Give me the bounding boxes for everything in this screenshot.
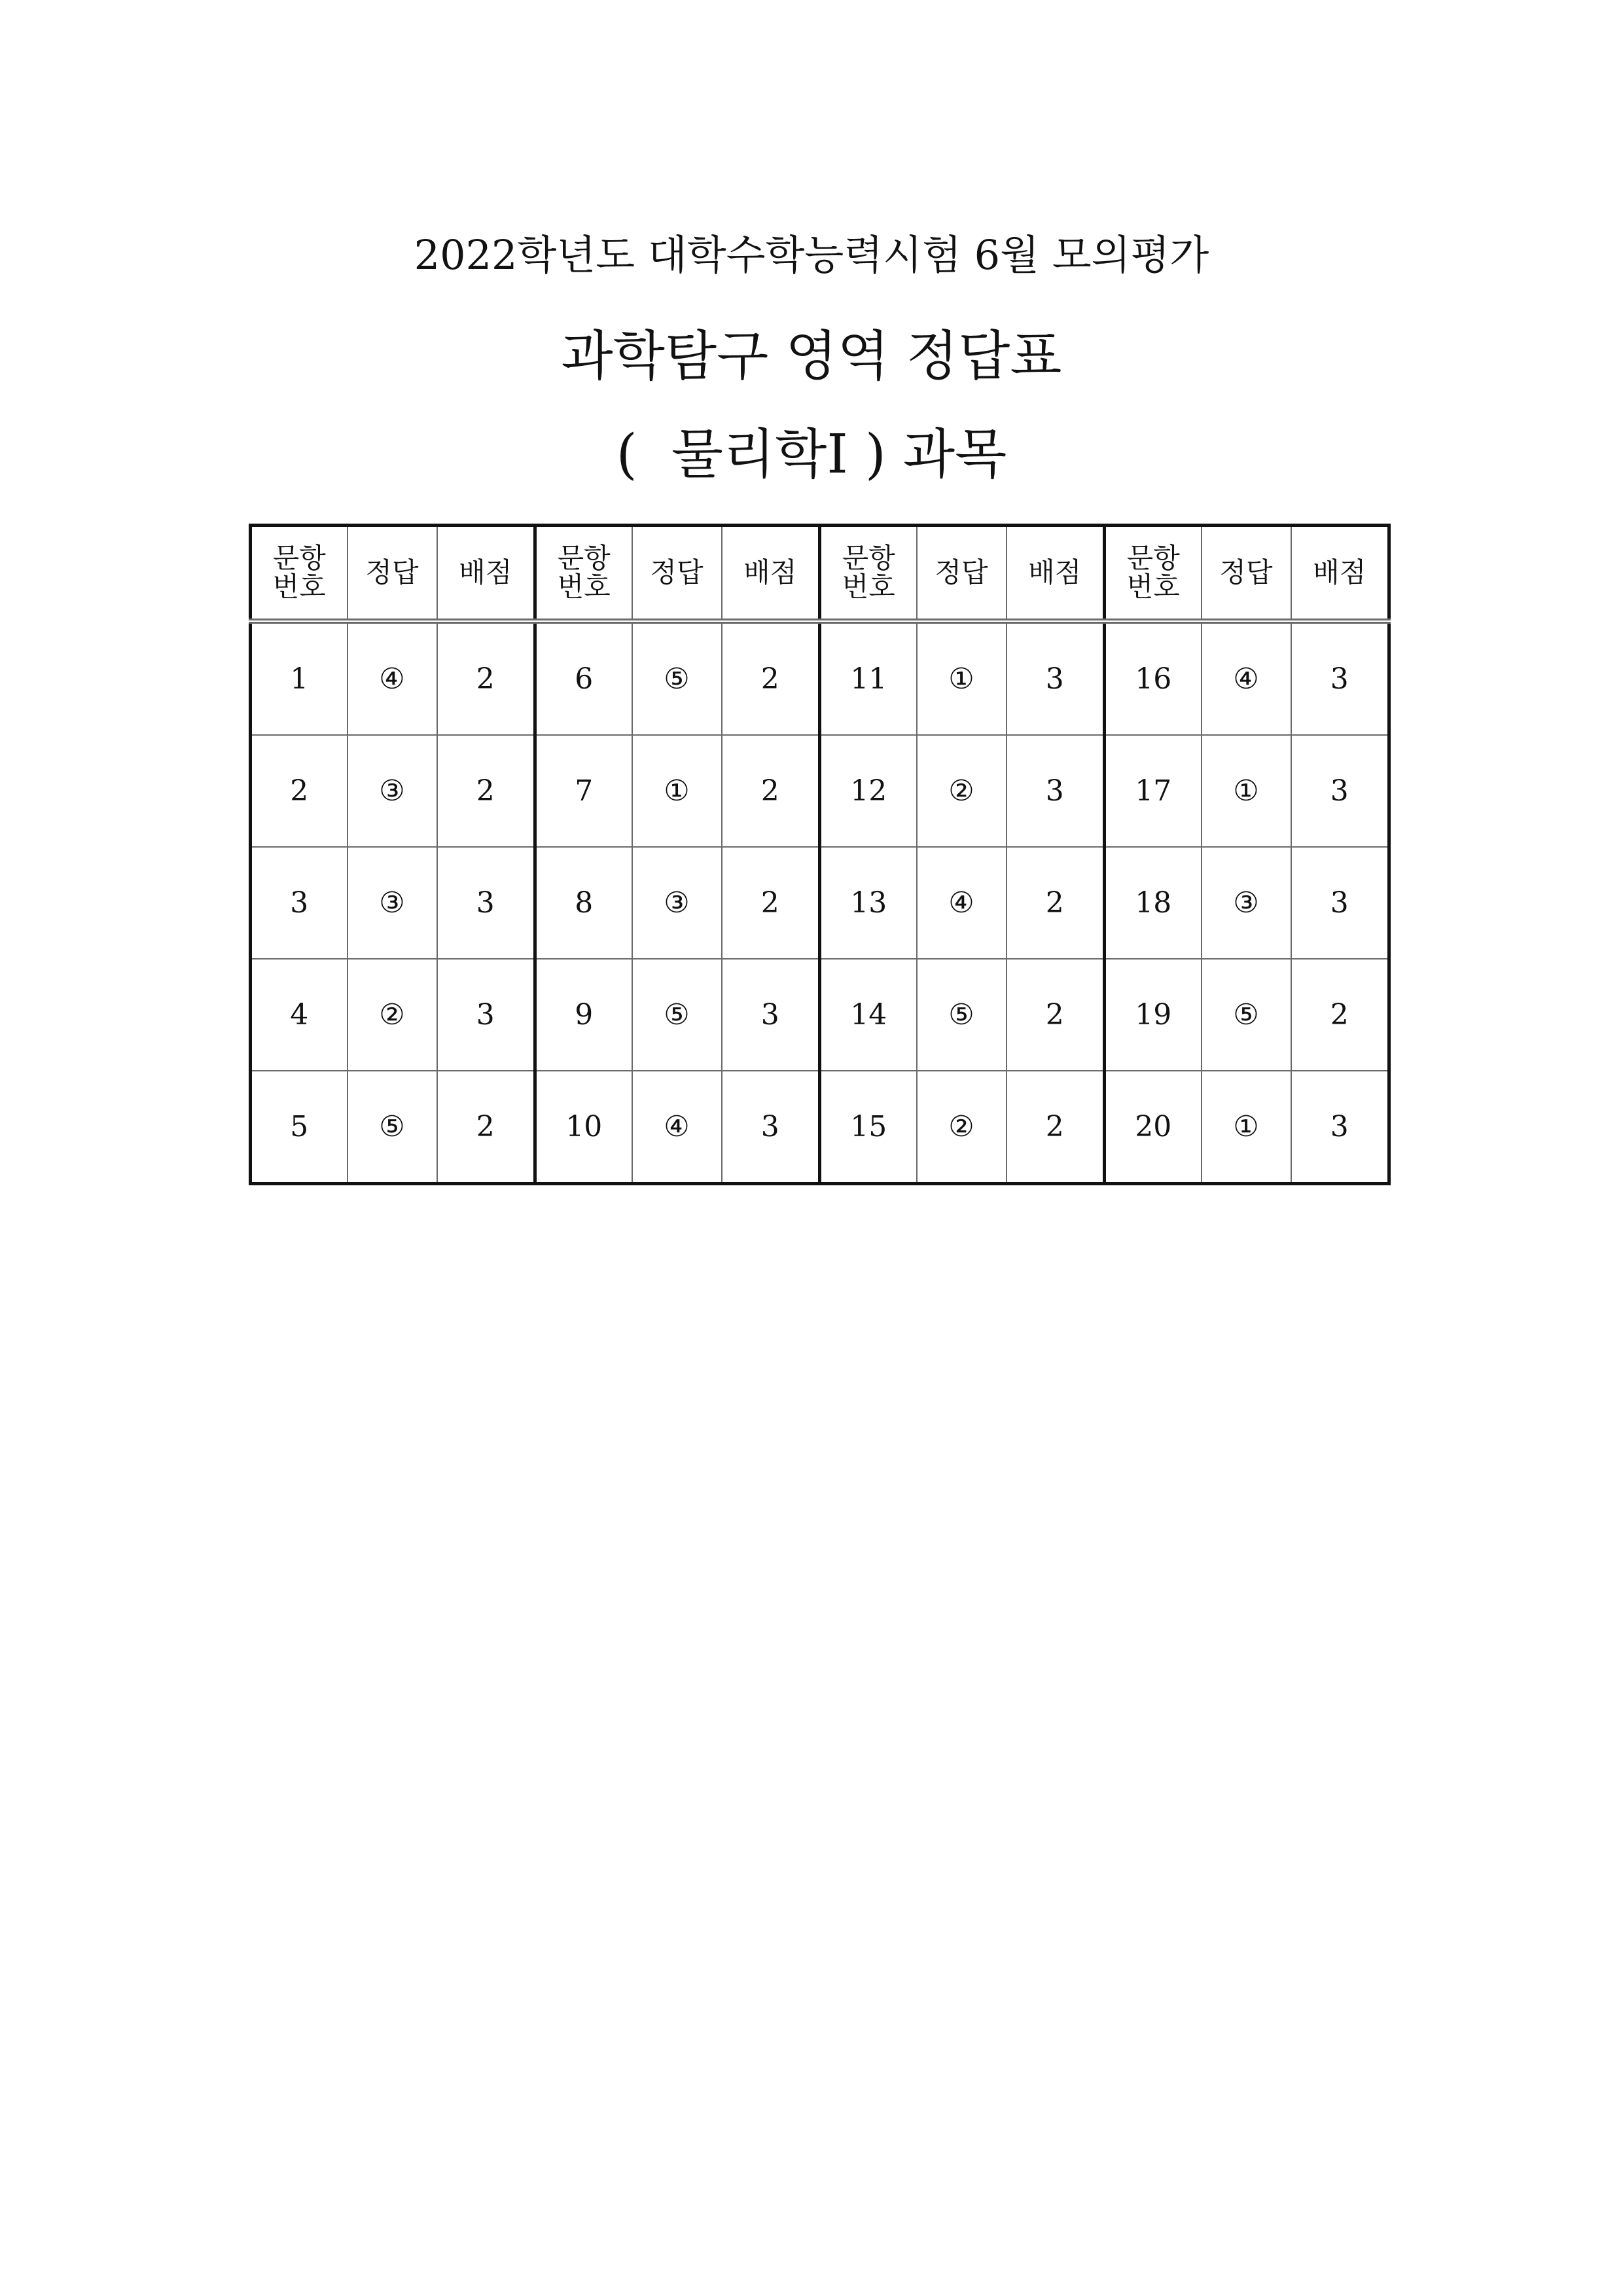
table-header-row [251,526,1389,622]
question-number: 13 [820,847,917,959]
points-cell: 3 [722,1071,820,1184]
answer-cell: ② [917,1071,1007,1184]
answer-cell: ⑤ [917,959,1007,1071]
question-number: 18 [1105,847,1202,959]
answer-cell: ⑤ [632,959,722,1071]
points-cell: 3 [1291,847,1389,959]
answer-cell: ② [917,735,1007,847]
answer-cell: ④ [1202,621,1291,735]
question-number: 5 [251,1071,348,1184]
points-cell: 2 [437,621,535,735]
answer-cell: ④ [917,847,1007,959]
table-row [251,621,1389,735]
answer-cell: ① [632,735,722,847]
question-number: 6 [535,621,632,735]
points-cell: 2 [437,735,535,847]
answer-cell: ④ [632,1071,722,1184]
question-number: 9 [535,959,632,1071]
header-points: 배점 [437,526,535,622]
points-cell: 3 [722,959,820,1071]
question-number: 3 [251,847,348,959]
sheet-title: 과학탐구 영역 정답표 [561,325,1062,387]
points-cell: 2 [1007,847,1105,959]
header-question-no: 문항 번호 [1105,526,1202,622]
header-answer: 정답 [348,526,437,622]
points-cell: 2 [722,735,820,847]
question-number: 7 [535,735,632,847]
answer-cell: ① [1202,735,1291,847]
question-number: 8 [535,847,632,959]
answer-cell: ③ [632,847,722,959]
question-number: 2 [251,735,348,847]
points-cell: 3 [1007,621,1105,735]
question-number: 12 [820,735,917,847]
question-number: 19 [1105,959,1202,1071]
answer-cell: ① [1202,1071,1291,1184]
points-cell: 2 [1007,959,1105,1071]
question-number: 17 [1105,735,1202,847]
points-cell: 3 [1291,621,1389,735]
header-question-no: 문항 번호 [535,526,632,622]
answer-cell: ③ [1202,847,1291,959]
question-number: 1 [251,621,348,735]
points-cell: 2 [1007,1071,1105,1184]
question-number: 4 [251,959,348,1071]
answer-cell: ⑤ [632,621,722,735]
question-number: 16 [1105,621,1202,735]
header-answer: 정답 [1202,526,1291,622]
answer-table [249,524,1391,1185]
points-cell: 3 [1291,1071,1389,1184]
answer-cell: ⑤ [1202,959,1291,1071]
question-number: 15 [820,1071,917,1184]
answer-cell: ⑤ [348,1071,437,1184]
header-answer: 정답 [632,526,722,622]
header-points: 배점 [1007,526,1105,622]
points-cell: 2 [722,621,820,735]
points-cell: 3 [437,959,535,1071]
exam-title: 2022학년도 대학수학능력시험 6월 모의평가 [414,231,1209,279]
header-points: 배점 [1291,526,1389,622]
header-question-no: 문항 번호 [820,526,917,622]
question-number: 14 [820,959,917,1071]
subject-line: ( 물리학Ⅰ ) 과목 [616,423,1007,486]
table-row [251,735,1389,847]
table-row [251,959,1389,1071]
answer-cell: ① [917,621,1007,735]
question-number: 10 [535,1071,632,1184]
answer-cell: ③ [348,735,437,847]
points-cell: 2 [722,847,820,959]
points-cell: 2 [1291,959,1389,1071]
header-question-no: 문항 번호 [251,526,348,622]
question-number: 20 [1105,1071,1202,1184]
table-row [251,1071,1389,1184]
question-number: 11 [820,621,917,735]
table-row [251,847,1389,959]
answer-cell: ② [348,959,437,1071]
answer-cell: ③ [348,847,437,959]
header-answer: 정답 [917,526,1007,622]
points-cell: 2 [437,1071,535,1184]
points-cell: 3 [1007,735,1105,847]
points-cell: 3 [1291,735,1389,847]
header-points: 배점 [722,526,820,622]
answer-cell: ④ [348,621,437,735]
points-cell: 3 [437,847,535,959]
